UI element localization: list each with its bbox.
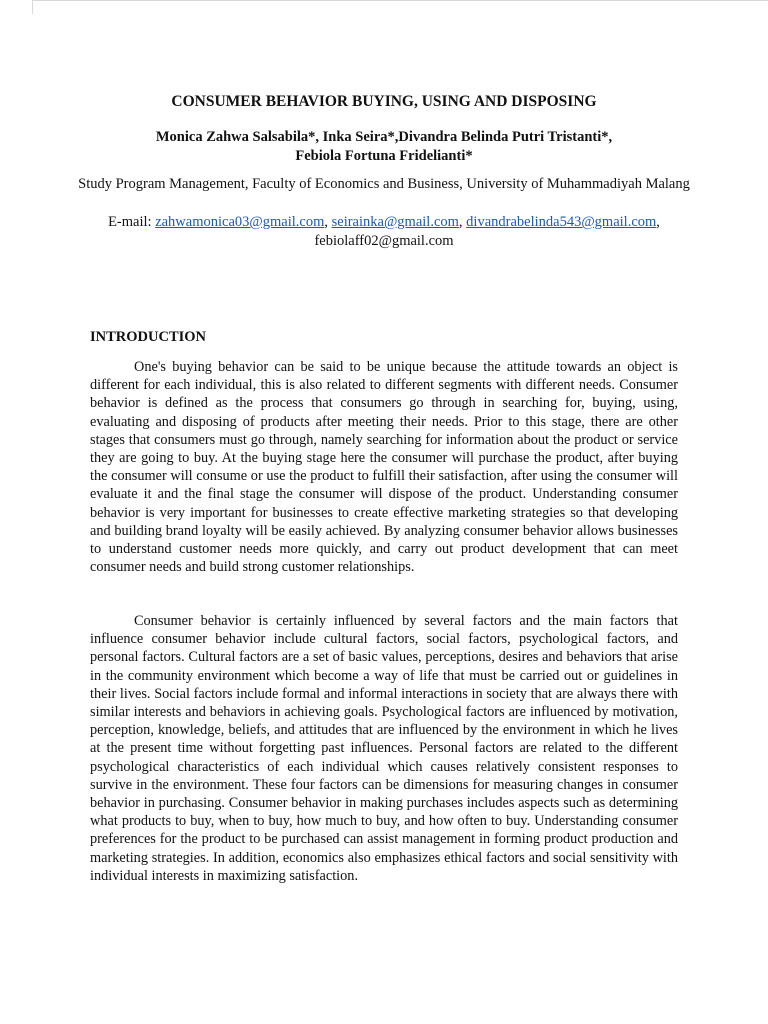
affiliation: Study Program Management, Faculty of Economics and Business, University of Muhammadiyah Malang — [78, 176, 690, 192]
authors-line-1: Monica Zahwa Salsabila*, Inka Seira*,Divandra Belinda Putri Tristanti*, — [155, 129, 613, 145]
email-label: E-mail: — [108, 214, 156, 230]
authors-line-2: Febiola Fortuna Fridelianti* — [295, 148, 473, 164]
email-link-1[interactable]: zahwamonica03@gmail.com — [155, 214, 325, 230]
page-edge — [32, 0, 768, 1]
body-paragraph-1: One's buying behavior can be said to be unique because the attitude towards an object is different for each individual, this is also related to different segments with different needs. Consumer behavior is defined as the process that consumers go through in searching for, buying, using, evaluating and disposing of products after meeting their needs. Prior to this stage, there are other stages that consumers must go through, namely searching for information about the product or service they are going to buy. At the buying stage here the consumer will purchase the product, after buying the consumer will consume or use the product to fulfill their satisfaction, after using the consumer will evaluate it and the final stage the consumer will dispose of the product. Understanding consumer behavior is very important for businesses to create effective marketing strategies so that developing and building brand loyalty will be easily achieved. By analyzing consumer behavior allows businesses to understand customer needs more quickly, and carry out product development that can meet consumer needs and build strong customer relationships. — [90, 359, 678, 576]
email-link-2[interactable]: seirainka@gmail.com — [331, 214, 459, 230]
paper-title: CONSUMER BEHAVIOR BUYING, USING AND DISPOSING — [171, 93, 597, 110]
page-edge-left — [32, 0, 33, 14]
body-paragraph-2: Consumer behavior is certainly influenced by several factors and the main factors that influence consumer behavior include cultural factors, social factors, psychological factors, and personal factors. Cultural factors are a set of basic values, perceptions, desires and behaviors that arise in the community environment which become a way of life that must be carried out or guidelines in their lives. Social factors include formal and informal interactions in society that are always there with similar interests and behaviors in achieving goals. Psychological factors are influenced by motivation, perception, knowledge, beliefs, and attitudes that are influenced by the environment in which he lives at the present time without forgetting past influences. Personal factors are related to the different psychological characteristics of each individual which causes relatively consistent responses to survive in the environment. These four factors can be dimensions for measuring changes in consumer behavior in purchasing. Consumer behavior in making purchases includes aspects such as determining what products to buy, when to buy, how much to buy, and how often to buy. Understanding consumer preferences for the product to be purchased can assist management in forming product production and marketing strategies. In addition, economics also emphasizes ethical factors and social sensitivity with individual interests in maximizing satisfaction. — [90, 613, 678, 884]
email-separator: , — [458, 214, 467, 230]
section-heading: INTRODUCTION — [90, 329, 207, 345]
email-block: E-mail: zahwamonica03@gmail.com, seirainka@gmail.com, divandrabelinda543@gmail.com, febiolaff02@gmail.com — [108, 214, 660, 249]
email-separator: , — [324, 214, 332, 230]
email-link-3[interactable]: divandrabelinda543@gmail.com — [466, 214, 657, 230]
author-list — [0, 128, 768, 166]
email-plain: febiolaff02@gmail.com — [314, 233, 454, 249]
